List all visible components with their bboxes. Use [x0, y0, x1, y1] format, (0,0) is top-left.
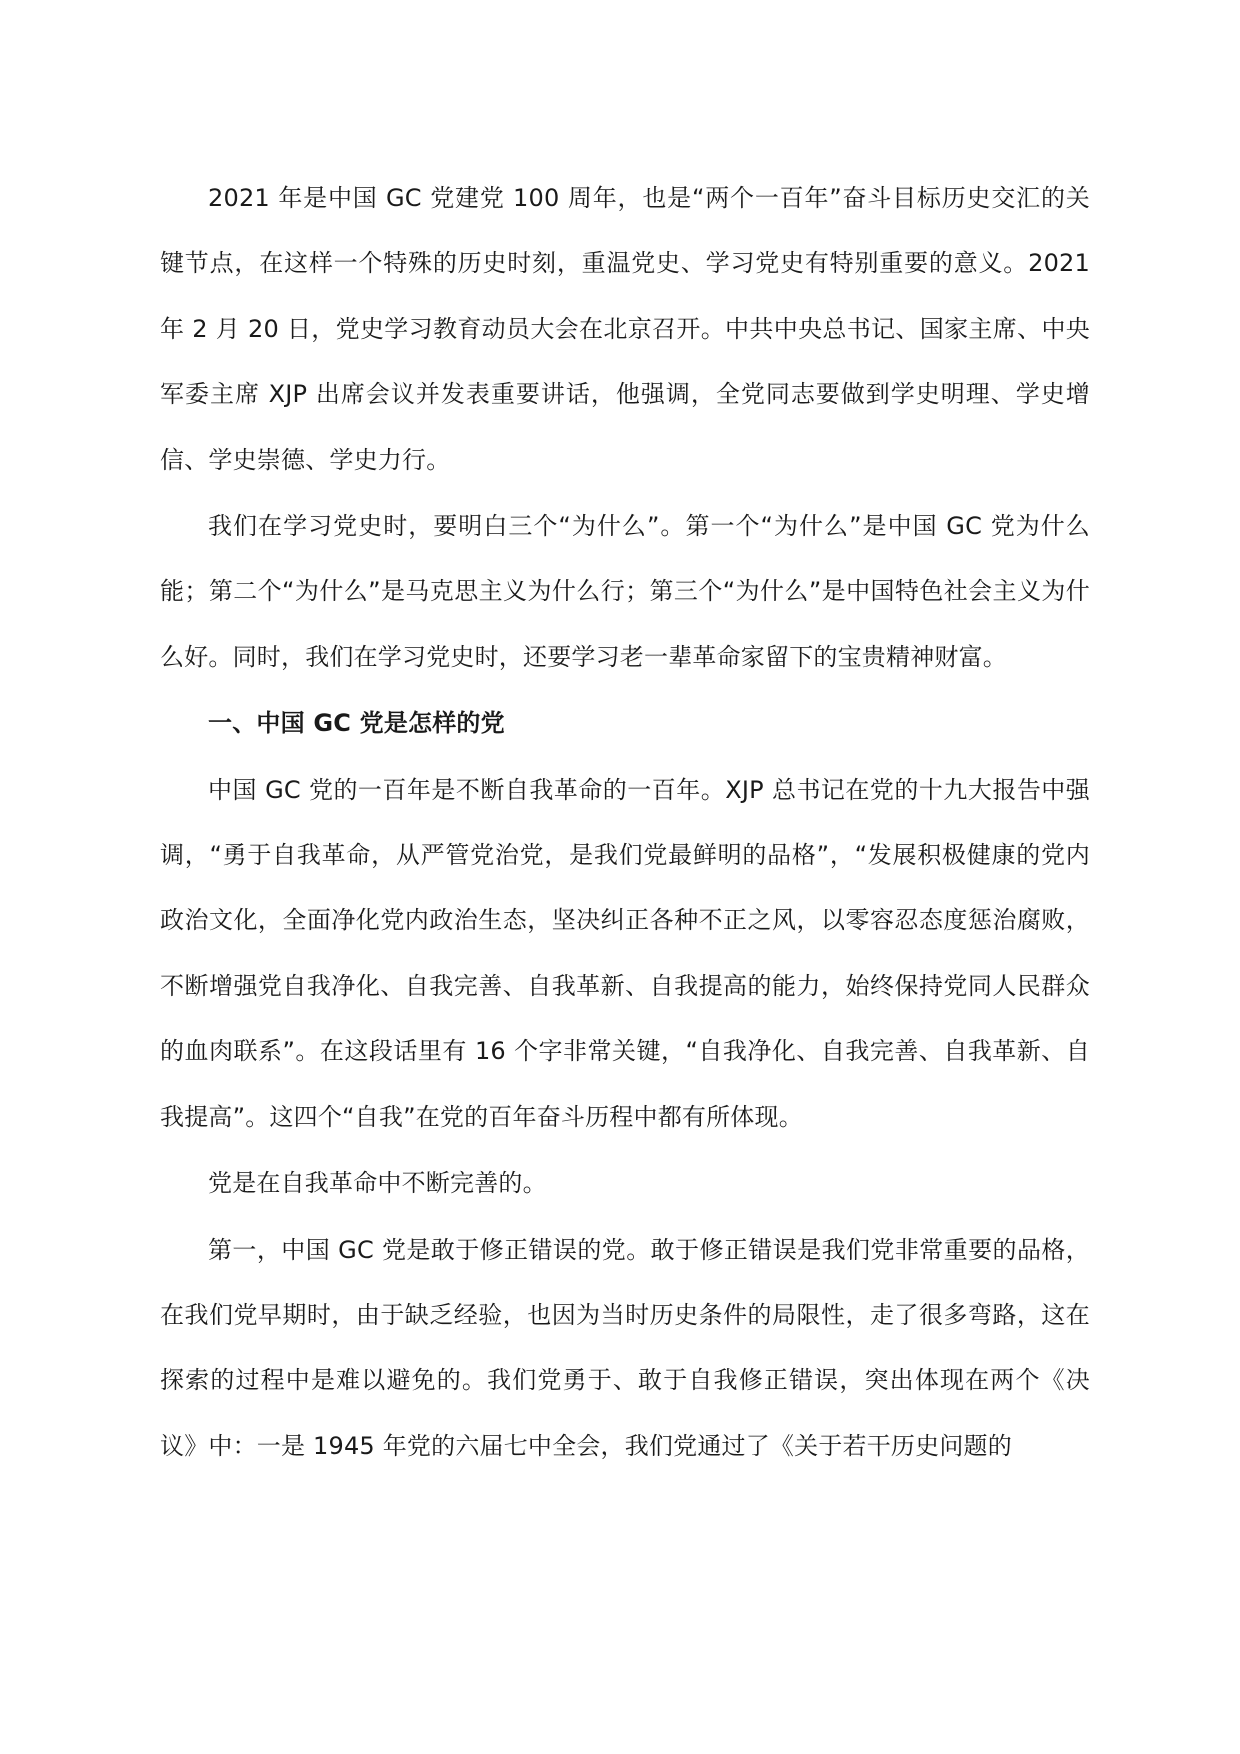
- paragraph-intro: 2021 年是中国 GC 党建党 100 周年，也是“两个一百年”奋斗目标历史交汇的关键节点，在这样一个特殊的历史时刻，重温党史、学习党史有特别重要的意义。2021 年 2 月 20 日，党史学习教育动员大会在北京召开。中共中央总书记、国家主席、中央军委主席 XJP 出席会议并发表重要讲话，他强调，全党同志要做到学史明理、学史增信、学史崇德、学史力行。: [160, 184, 1090, 474]
- paragraph-correcting-errors: 第一，中国 GC 党是敢于修正错误的党。敢于修正错误是我们党非常重要的品格，在我们党早期时，由于缺乏经验，也因为当时历史条件的局限性，走了很多弯路，这在探索的过程中是难以避免的。我们党勇于、敢于自我修正错误，突出体现在两个《决议》中：一是 1945 年党的六届七中全会，我们党通过了《关于若干历史问题的: [160, 1235, 1090, 1460]
- paragraph-self-improvement: 党是在自我革命中不断完善的。: [208, 1169, 547, 1198]
- document-body: [160, 166, 1090, 1480]
- paragraph-three-whys: 我们在学习党史时，要明白三个“为什么”。第一个“为什么”是中国 GC 党为什么能；第二个“为什么”是马克思主义为什么行；第三个“为什么”是中国特色社会主义为什么好。同时，我们在学习党史时，还要学习老一辈革命家留下的宝贵精神财富。: [160, 512, 1090, 671]
- section-heading: 一、中国 GC 党是怎样的党: [208, 709, 505, 738]
- paragraph-self-revolution: 中国 GC 党的一百年是不断自我革命的一百年。XJP 总书记在党的十九大报告中强调，“勇于自我革命，从严管党治党，是我们党最鲜明的品格”，“发展积极健康的党内政治文化，全面净化党内政治生态，坚决纠正各种不正之风，以零容忍态度惩治腐败，不断增强党自我净化、自我完善、自我革新、自我提高的能力，始终保持党同人民群众的血肉联系”。在这段话里有 16 个字非常关键，“自我净化、自我完善、自我革新、自我提高”。这四个“自我”在党的百年奋斗历程中都有所体现。: [160, 775, 1090, 1131]
